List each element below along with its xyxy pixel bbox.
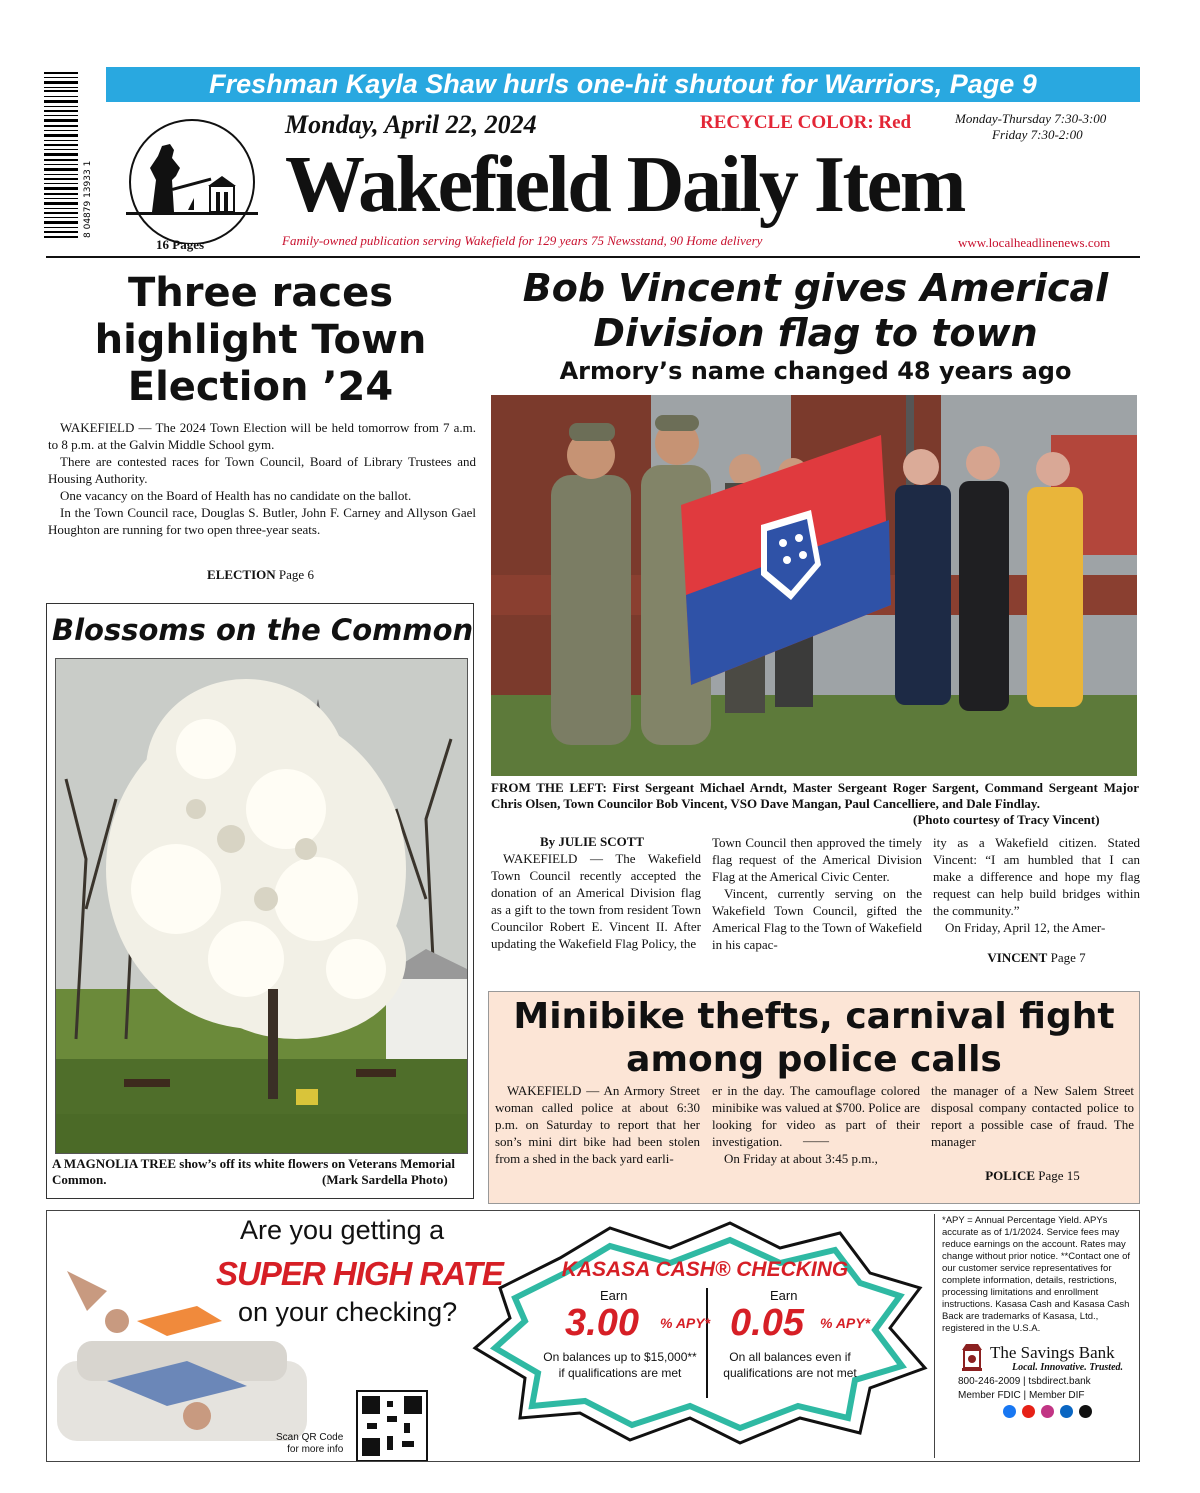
jump-page: Page 7 [1047,950,1086,965]
ad-scan-qr-text: Scan QR Code for more info [276,1432,344,1455]
ad-product-name: KASASA CASH® CHECKING [561,1258,849,1281]
election-paragraph: One vacancy on the Board of Health has no candidate on the ballot. [60,488,412,503]
website-link[interactable]: www.localheadlinenews.com [958,235,1111,250]
ad-earn-label: Earn [770,1288,798,1303]
newspaper-title[interactable]: Wakefield Daily Item [285,141,964,229]
social-icons [1003,1405,1094,1423]
instagram-icon[interactable] [1041,1405,1054,1418]
ad-apy-label: % APY* [660,1315,711,1331]
ad-question-line-2: on your checking? [238,1297,458,1327]
barcode [44,70,96,240]
linkedin-icon[interactable] [1060,1405,1073,1418]
ad-rate-high: 3.00 [565,1302,639,1344]
police-jump-link[interactable] [931,1168,1134,1184]
lantern-icon [958,1340,986,1374]
election-headline[interactable]: Three races highlight Town Election ’24 [94,270,427,410]
police-column-1: WAKEFIELD — An Armory Street woman called police at about 6:30 p.m. on Saturday to report that her son’s mini dirt bike had been stolen from a shed in the back yard earli- [495,1083,700,1166]
flag-column-3-para-2: On Friday, April 12, the Amer- [945,920,1106,935]
flag-column-1: WAKEFIELD — The Wakefield Town Council recently accepted the donation of an Americal Division flag as a gift to the town from resident Town Councilor Robert E. Vincent II. After updating the Wakefield Flag Policy, the [491,851,701,951]
ad-question-line-1: Are you getting a [240,1215,445,1245]
issue-date: Monday, April 22, 2024 [285,110,537,139]
ad-super-high-rate: SUPER HIGH RATE [216,1255,503,1292]
vincent-jump-link[interactable] [933,950,1140,966]
facebook-icon[interactable] [1003,1405,1016,1418]
flag-column-2-para-2: Vincent, currently serving on the Wakefield Town Council, gifted the Americal Flag to the Town of Wakefield in his capac- [712,886,922,952]
tagline: Family-owned publication serving Wakefield for 129 years 75 Newsstand, 90 Home delivery [282,233,763,248]
minuteman-logo [112,116,272,244]
youtube-icon[interactable] [1022,1405,1035,1418]
barcode-digits: 8 04879 13933 1 [83,160,93,238]
jump-page: Page 15 [1035,1168,1080,1183]
recycle-color: RECYCLE COLOR: Red [700,112,912,133]
ad-divider [934,1214,935,1458]
flag-column-3 [933,834,1140,936]
flag-column-3-para-1: ity as a Wakefield citizen. Stated Vincent: “I am humbled that I can make a difference and hope my flag request can help build bridges within the community.” [933,835,1140,918]
office-hours-weekday: Monday-Thursday 7:30-3:00 [955,111,1107,126]
election-paragraph: WAKEFIELD — The 2024 Town Election will be held tomorrow from 7 a.m. to 8 p.m. at the Galvin Middle School gym. [48,420,476,452]
police-column-2-continued: On Friday at about 3:45 p.m., [724,1151,878,1166]
ad-condition-high: On balances up to $15,000** if qualifications are met [543,1350,697,1380]
flag-photo-caption: FROM THE LEFT: First Sergeant Michael Arndt, Master Sergeant Roger Sargent, Command Sergeant Major Chris Olsen, Town Councilor Bob Vincent, VSO Dave Mangan, Paul Cancelliere, and Dale Findlay. [491,780,1139,811]
election-body [48,419,476,538]
bank-membership: Member FDIC | Member DIF [958,1390,1085,1401]
blossoms-title[interactable]: Blossoms on the Common [52,613,474,647]
bank-contact[interactable]: 800-246-2009 | tsbdirect.bank [958,1376,1091,1387]
blossoms-caption: A MAGNOLIA TREE show’s off its white flowers on Veterans Memorial Common. [52,1156,455,1187]
tiktok-icon[interactable] [1079,1405,1092,1418]
ad-fine-print: *APY = Annual Percentage Yield. APYs accurate as of 1/1/2024. Service fees may reduce earnings on the account. Rates may change without prior notice. **Contact one of our customer service representatives for complete information, details, restrictions, processing limitations and enrollment instructions. Kasasa Cash and Kasasa Cash Back are trademarks of Kasasa, Ltd., registered in the U.S.A. [942,1215,1131,1334]
police-headline[interactable]: Minibike thefts, carnival fight among police calls [513,996,1115,1080]
election-paragraph: There are contested races for Town Council, Board of Library Trustees and Housing Authority. [48,454,476,486]
ad-condition-low: On all balances even if qualifications are not met [723,1350,857,1380]
police-column-2: er in the day. The camouflage colored minibike was valued at $700. Police are looking for video as part of their investigation. [712,1083,920,1149]
magnolia-tree-photo[interactable] [55,658,468,1154]
ad-earn-label: Earn [600,1288,628,1303]
election-jump-link[interactable] [48,567,473,583]
jump-page: Page 6 [275,567,314,582]
flag-column-2 [712,834,922,953]
flag-ceremony-photo[interactable] [491,395,1137,776]
police-separator: —— [803,1133,829,1148]
jump-word: VINCENT [987,950,1048,965]
flag-subhead: Armory’s name changed 48 years ago [559,357,1072,385]
office-hours-friday: Friday 7:30-2:00 [992,127,1083,142]
flag-headline[interactable]: Bob Vincent gives Americal Division flag to town [522,266,1109,355]
flag-photo-credit: (Photo courtesy of Tracy Vincent) [913,812,1100,827]
kasasa-burst [470,1218,930,1448]
ad-rate-low: 0.05 [730,1302,804,1344]
jump-word: POLICE [985,1168,1036,1183]
bank-name[interactable]: The Savings Bank [990,1343,1115,1362]
byline: By JULIE SCOTT [540,834,645,849]
jump-word: ELECTION [207,567,276,582]
election-paragraph: In the Town Council race, Douglas S. Butler, John F. Carney and Allyson Gael Houghton are running for two open three-year seats. [48,505,476,537]
flag-column-2-para-1: Town Council then approved the timely flag request of the Americal Division Flag at the Americal Civic Center. [712,835,922,884]
ad-apy-label: % APY* [820,1315,871,1331]
masthead-rule [46,256,1140,258]
police-column-3: the manager of a New Salem Street disposal company contacted police to report a possible case of fraud. The manager [931,1083,1134,1149]
top-banner-headline[interactable]: Freshman Kayla Shaw hurls one-hit shutout for Warriors, Page 9 [106,67,1140,102]
page-count: 16 Pages [156,237,205,252]
bank-tagline: Local. Innovative. Trusted. [1012,1362,1124,1373]
blossoms-photo-credit: (Mark Sardella Photo) [322,1172,448,1187]
